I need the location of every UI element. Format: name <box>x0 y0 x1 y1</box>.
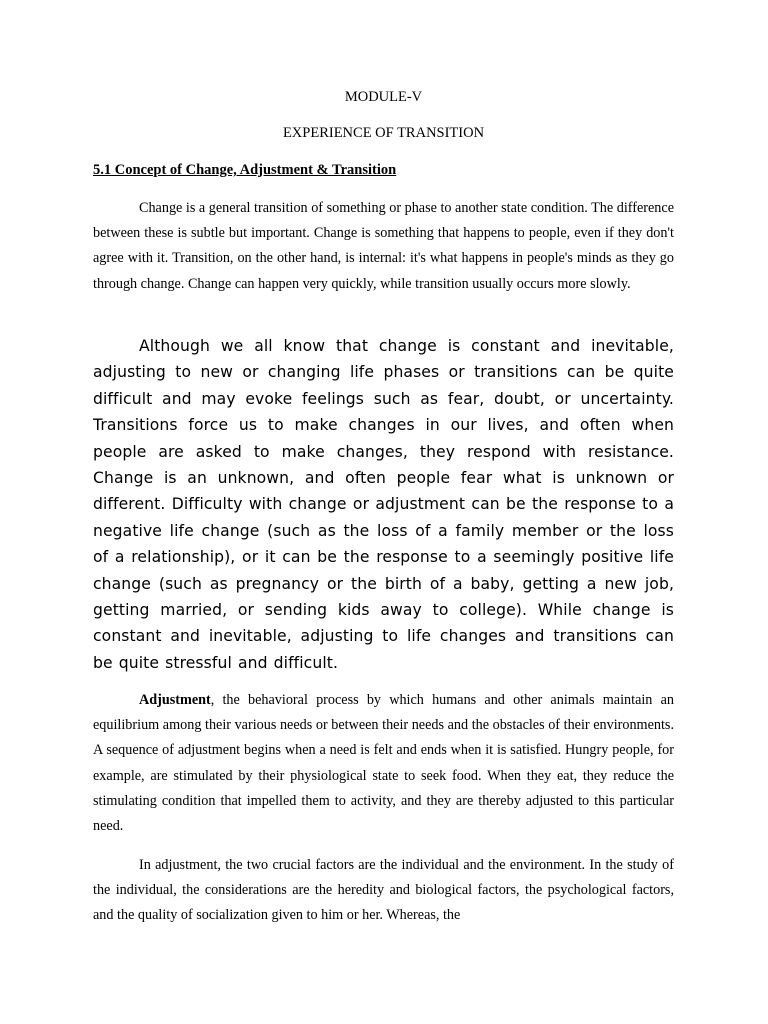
paragraph-adjustment-factors: In adjustment, the two crucial factors are the individual and the environment. In the study of the individual, the considerations are the heredity and biological factors, the psychological factors, and the quality of socialization given to him or her. Whereas, the <box>93 857 674 924</box>
adjustment-term: Adjustment <box>139 692 211 708</box>
section-heading: 5.1 Concept of Change, Adjustment & Transition <box>93 162 397 178</box>
paragraph-adjusting-to-change: Although we all know that change is constant and inevitable, adjusting to new or changing life phases or transitions can be quite difficult and may evoke feelings such as fear, doubt, or uncertainty. Transitions force us to make changes in our lives, and often when people are asked to make changes, they respond with resistance. Change is an unknown, and often people fear what is unknown or different. Difficulty with change or adjustment can be the response to a negative life change (such as the loss of a family member or the loss of a relationship), or it can be the response to a seemingly positive life change (such as pregnancy or the birth of a baby, getting a new job, getting married, or sending kids away to college). While change is constant and inevitable, adjusting to life changes and transitions can be quite stressful and difficult. <box>93 337 674 672</box>
paragraph-change-definition: Change is a general transition of something or phase to another state condition. The difference between these is subtle but important. Change is something that happens to people, even if they don't agree with it. Transition, on the other hand, is internal: it's what happens in people's minds as they go through change. Change can happen very quickly, while transition usually occurs more slowly. <box>93 200 674 292</box>
paragraph-adjustment-definition <box>93 688 674 839</box>
document-title: EXPERIENCE OF TRANSITION <box>282 125 485 141</box>
module-title: MODULE-V <box>344 89 423 105</box>
adjustment-definition-text: , the behavioral process by which humans and other animals maintain an equilibrium among their various needs or between their needs and the obstacles of their environments. A sequence of adjustment begins when a need is felt and ends when it is satisfied. Hungry people, for example, are stimulated by their physiological state to seek food. When they eat, they reduce the stimulating condition that impelled them to activity, and they are thereby adjusted to this particular need. <box>93 692 674 835</box>
